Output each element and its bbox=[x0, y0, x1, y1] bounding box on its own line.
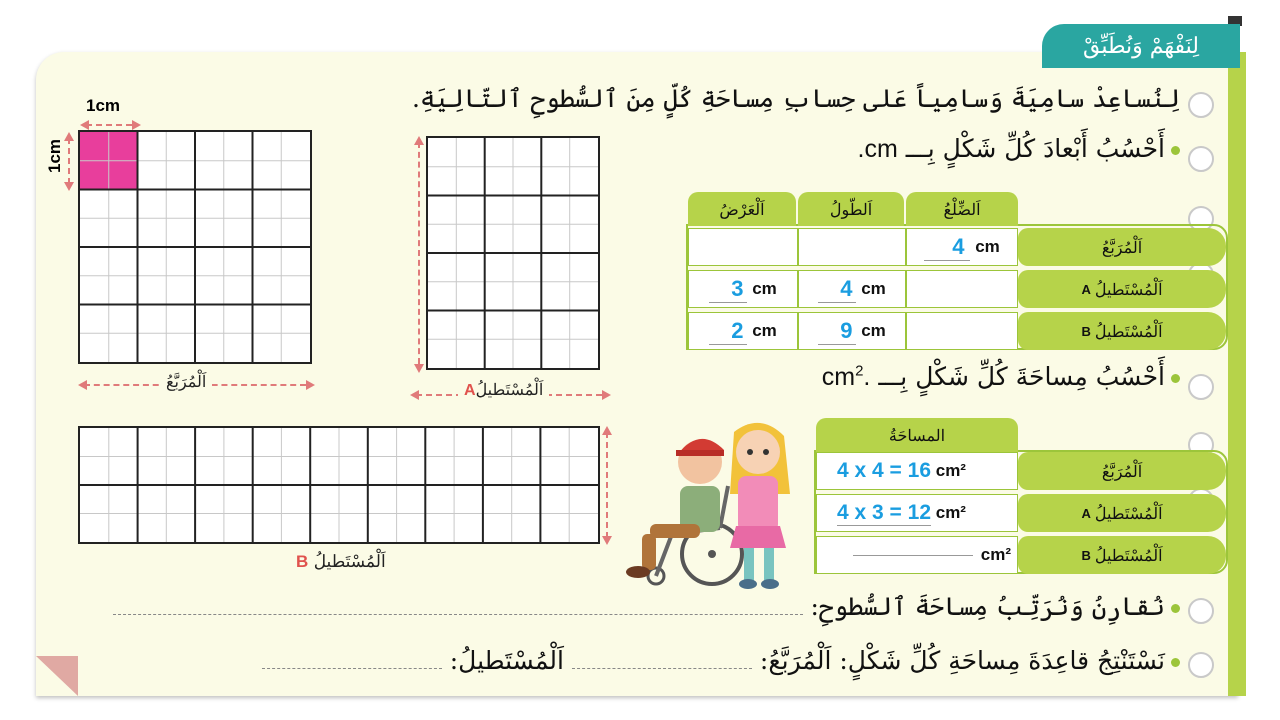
step-4 bbox=[262, 646, 1180, 675]
bullet-dot bbox=[1171, 374, 1180, 383]
answer-value: 9 bbox=[818, 318, 856, 345]
row-label-text: اَلْمُسْتَطيلُ bbox=[1094, 279, 1163, 299]
bullet-dot bbox=[1171, 658, 1180, 667]
rect-b-grid bbox=[78, 426, 600, 544]
unit-text: cm bbox=[752, 321, 777, 340]
rect-a-caption-text: اَلْمُسْتَطيلُ bbox=[475, 380, 544, 399]
step-2-dot: . bbox=[863, 363, 871, 391]
row-label-square bbox=[1018, 228, 1226, 266]
unit-text: cm² bbox=[935, 503, 966, 522]
sheet-edge-green bbox=[1228, 52, 1246, 696]
cell-rect-b-length[interactable] bbox=[798, 312, 906, 350]
answer-line[interactable] bbox=[853, 555, 973, 556]
answer-value: 3 bbox=[709, 276, 747, 303]
binder-ring bbox=[1188, 374, 1214, 400]
row-label-rect-a bbox=[1018, 270, 1226, 308]
unit-text: cm bbox=[752, 279, 777, 298]
cell-rect-a-width[interactable] bbox=[688, 270, 798, 308]
arrow-head bbox=[80, 120, 89, 130]
cell-square-length[interactable] bbox=[798, 228, 906, 266]
binder-ring bbox=[1188, 598, 1214, 624]
binder-ring bbox=[1188, 652, 1214, 678]
page-fold-corner bbox=[36, 656, 78, 696]
rect-b-grid-lines bbox=[80, 428, 598, 542]
arrow-head bbox=[64, 182, 74, 191]
area-cell-square[interactable] bbox=[816, 452, 1018, 490]
cell-square-width[interactable] bbox=[688, 228, 798, 266]
unit-label-top: 1cm bbox=[86, 96, 121, 115]
binder-ring bbox=[1188, 92, 1214, 118]
unit-arrow bbox=[86, 124, 132, 126]
col-header-side: اَلضِّلْعُ bbox=[906, 192, 1018, 226]
unit-label-side: 1cm bbox=[45, 138, 65, 174]
row-label-text: اَلْمُسْتَطيلُ bbox=[1094, 321, 1163, 341]
arrow-head bbox=[414, 364, 424, 373]
arrow-head bbox=[64, 132, 74, 141]
rect-b-caption-text: اَلْمُسْتَطيلُ bbox=[313, 552, 386, 572]
rect-b-letter: B bbox=[296, 552, 309, 571]
row-label-rect-b bbox=[1018, 312, 1226, 350]
cell-rect-a-length[interactable] bbox=[798, 270, 906, 308]
row-label-text: اَلْمُسْتَطيلُ bbox=[1094, 545, 1163, 565]
rect-b-height-arrow bbox=[606, 432, 608, 538]
answer-value: 4 bbox=[818, 276, 856, 303]
row-label-letter: B bbox=[1081, 547, 1091, 563]
step-4-text: نَسْتَنْتِجُ قاعِدَةَ مِساحَةِ كُلِّ شَكْلٍ: bbox=[839, 646, 1165, 675]
answer-value: 4 bbox=[924, 234, 970, 261]
cell-square-side[interactable] bbox=[906, 228, 1018, 266]
step-1 bbox=[858, 134, 1180, 164]
step-2 bbox=[822, 362, 1180, 392]
cell-rect-b-side[interactable] bbox=[906, 312, 1018, 350]
row-label-letter: B bbox=[1081, 323, 1091, 339]
rect-a-grid bbox=[426, 136, 600, 370]
col-header-length: اَلطّولُ bbox=[798, 192, 904, 226]
step-2-unit: cm bbox=[821, 363, 856, 391]
cell-rect-b-width[interactable] bbox=[688, 312, 798, 350]
answer-value: 4 x 4 = 16 bbox=[837, 459, 931, 482]
unit-text: cm² bbox=[980, 545, 1011, 564]
step-3 bbox=[113, 592, 1180, 621]
arrow-head bbox=[78, 380, 87, 390]
cell-rect-a-side[interactable] bbox=[906, 270, 1018, 308]
col-header-area: المساحَةُ bbox=[816, 418, 1018, 452]
rect-a-caption bbox=[458, 380, 549, 400]
row-label-letter: A bbox=[1081, 281, 1091, 297]
area-cell-rect-b[interactable] bbox=[816, 536, 1018, 574]
area-row-label-square bbox=[1018, 452, 1226, 490]
unit-text: cm bbox=[861, 321, 886, 340]
answer-value: 4 x 3 = 12 bbox=[837, 500, 931, 524]
rect-a-height-arrow bbox=[418, 142, 420, 364]
intro-text: لِنُساعِدْ سامِيَةَ وَسامِياً عَلى حِسابِ مِساحَةِ كُلٍّ مِنَ ٱلسُّطوحِ ٱلتّالِيَةِ. bbox=[412, 84, 1180, 113]
bullet-dot bbox=[1171, 146, 1180, 155]
arrow-head bbox=[132, 120, 141, 130]
arrow-head bbox=[602, 390, 611, 400]
arrow-head bbox=[306, 380, 315, 390]
binder-ring bbox=[1188, 146, 1214, 172]
arrow-head bbox=[602, 426, 612, 435]
area-row-label-rect-a bbox=[1018, 494, 1226, 532]
step-1-text: أَحْسُبُ أَبْعادَ كُلِّ شَكْلٍ بِـــ bbox=[905, 134, 1165, 163]
rect-a-letter: A bbox=[464, 382, 476, 399]
step-2-text: أَحْسُبُ مِساحَةَ كُلِّ شَكْلٍ بِـــ bbox=[878, 362, 1165, 391]
answer-value: 2 bbox=[709, 318, 747, 345]
arrow-head bbox=[414, 136, 424, 145]
rect-rule-line[interactable] bbox=[262, 668, 442, 669]
row-label-text: اَلْمُسْتَطيلُ bbox=[1094, 503, 1163, 523]
area-cell-rect-a[interactable] bbox=[816, 494, 1018, 532]
children-wheelchair-illustration bbox=[620, 416, 800, 592]
unit-text: cm bbox=[861, 279, 886, 298]
col-header-width: اَلْعَرْضُ bbox=[688, 192, 796, 226]
square-grid bbox=[78, 130, 312, 364]
bullet-dot bbox=[1171, 604, 1180, 613]
step-4-square-label: اَلْمُرَبَّعُ: bbox=[759, 646, 832, 675]
step-3-text: نُقارِنُ وَنُرَتِّبُ مِساحَةَ ٱلسُّطوحِ: bbox=[810, 592, 1165, 621]
arrow-head bbox=[602, 536, 612, 545]
answer-line[interactable] bbox=[113, 614, 803, 615]
rect-b-caption bbox=[296, 552, 386, 572]
step-1-unit: cm. bbox=[857, 135, 898, 163]
row-label-text: اَلْمُرَبَّعُ bbox=[1101, 237, 1143, 257]
square-rule-line[interactable] bbox=[572, 668, 752, 669]
rect-a-grid-lines bbox=[428, 138, 598, 368]
step-2-exp: 2 bbox=[855, 362, 864, 380]
step-4-rect-label: اَلْمُسْتَطيلُ: bbox=[449, 646, 564, 675]
section-tab-title: لِنَفْهَمْ وَنُطَبِّقْ bbox=[1042, 24, 1240, 68]
square-caption: اَلْمُرَبَّعُ bbox=[160, 372, 212, 391]
arrow-head bbox=[410, 390, 419, 400]
unit-text: cm bbox=[975, 237, 1000, 256]
area-row-label-rect-b bbox=[1018, 536, 1226, 574]
square-grid-lines bbox=[80, 132, 310, 362]
row-label-text: اَلْمُرَبَّعُ bbox=[1101, 461, 1143, 481]
unit-text: cm² bbox=[935, 461, 966, 480]
row-label-letter: A bbox=[1081, 505, 1091, 521]
unit-arrow bbox=[68, 138, 70, 184]
